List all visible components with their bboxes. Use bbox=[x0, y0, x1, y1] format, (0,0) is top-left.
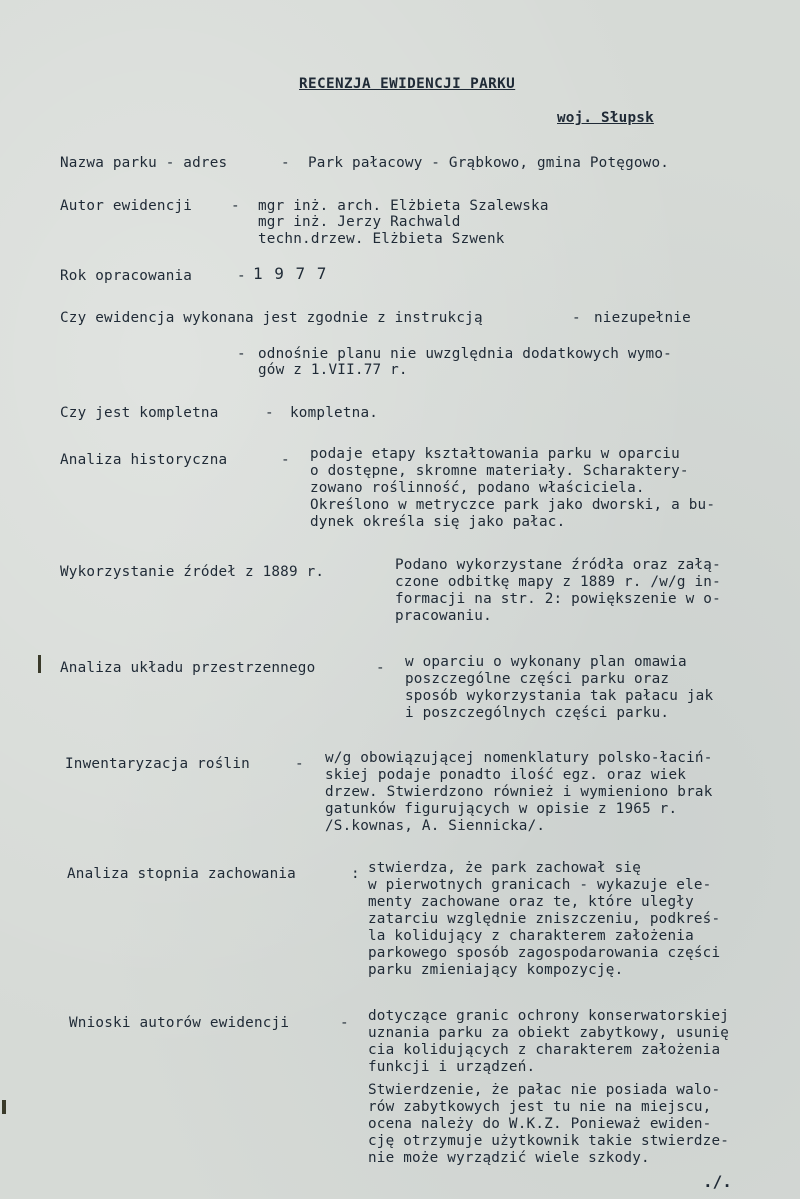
voivodeship: woj. Słupsk bbox=[557, 110, 654, 126]
preservation-line: zatarciu względnie zniszczeniu, podkreś- bbox=[368, 911, 721, 927]
spatial-line: w oparciu o wykonany plan omawia bbox=[405, 654, 687, 670]
field-sep: - bbox=[281, 452, 290, 468]
conclusions-line: nie może wyrządzić wiele szkody. bbox=[368, 1150, 650, 1166]
sources-line: Podano wykorzystane źródła oraz załą- bbox=[395, 557, 721, 573]
conclusions-line: dotyczące granic ochrony konserwatorskiej bbox=[368, 1008, 730, 1024]
conclusions-line: uznania parku za obiekt zabytkowy, usunię bbox=[368, 1025, 730, 1041]
sources-line: czone odbitkę mapy z 1889 r. /w/g in- bbox=[395, 574, 721, 590]
history-line: dynek określa się jako pałac. bbox=[310, 514, 566, 530]
field-label-history: Analiza historyczna bbox=[60, 452, 228, 468]
history-line: o dostępne, skromne materiały. Scharaktery- bbox=[310, 463, 689, 479]
field-label-author: Autor ewidencji bbox=[60, 198, 193, 214]
margin-tick bbox=[38, 655, 41, 673]
field-sep: - bbox=[295, 756, 304, 772]
field-label-compliance: Czy ewidencja wykonana jest zgodnie z instrukcją bbox=[60, 310, 483, 326]
field-label-park-name: Nazwa parku - adres bbox=[60, 155, 228, 171]
history-line: podaje etapy kształtowania parku w oparciu bbox=[310, 446, 680, 462]
author-line: mgr inż. Jerzy Rachwald bbox=[258, 214, 461, 230]
field-sep: - bbox=[572, 310, 581, 326]
preservation-line: la kolidujący z charakterem założenia bbox=[368, 928, 694, 944]
conclusions-line: cję otrzymuje użytkownik takie stwierdze- bbox=[368, 1133, 730, 1149]
spatial-line: i poszczególnych części parku. bbox=[405, 705, 670, 721]
note-line: odnośnie planu nie uwzględnia dodatkowych wymo- bbox=[258, 346, 672, 362]
sources-line: pracowaniu. bbox=[395, 608, 492, 624]
field-label-year: Rok opracowania bbox=[60, 268, 193, 284]
history-line: zowano roślinność, podano właściciela. bbox=[310, 480, 645, 496]
preservation-line: w pierwotnych granicach - wykazuje ele- bbox=[368, 877, 712, 893]
field-sep: - bbox=[376, 660, 385, 676]
note-line: gów z 1.VII.77 r. bbox=[258, 362, 408, 378]
preservation-line: parku zmieniający kompozycję. bbox=[368, 962, 624, 978]
field-value-year: 1 9 7 7 bbox=[253, 264, 328, 283]
field-value-park-name: Park pałacowy - Grąbkowo, gmina Potęgowo. bbox=[308, 155, 670, 171]
field-sep: - bbox=[281, 155, 290, 171]
field-sep: - bbox=[265, 405, 274, 421]
margin-tick bbox=[2, 1100, 6, 1114]
sources-line: formacji na str. 2: powiększenie w o- bbox=[395, 591, 721, 607]
author-line: mgr inż. arch. Elżbieta Szalewska bbox=[258, 198, 549, 214]
spatial-line: poszczególne części parku oraz bbox=[405, 671, 670, 687]
author-line: techn.drzew. Elżbieta Szwenk bbox=[258, 231, 505, 247]
field-sep: - bbox=[231, 198, 240, 214]
field-value-complete: kompletna. bbox=[290, 405, 379, 421]
continuation-mark: ./. bbox=[703, 1172, 732, 1191]
conclusions-line: Stwierdzenie, że pałac nie posiada walo- bbox=[368, 1082, 721, 1098]
preservation-line: parkowego sposób zagospodarowania części bbox=[368, 945, 721, 961]
plants-line: drzew. Stwierdzono również i wymieniono brak bbox=[325, 784, 713, 800]
conclusions-line: funkcji i urządzeń. bbox=[368, 1059, 536, 1075]
plants-line: /S.kownas, A. Siennicka/. bbox=[325, 818, 546, 834]
preservation-line: stwierdza, że park zachował się bbox=[368, 860, 642, 876]
spatial-line: sposób wykorzystania tak pałacu jak bbox=[405, 688, 714, 704]
plants-line: gatunków figurujących w opisie z 1965 r. bbox=[325, 801, 678, 817]
document-title: RECENZJA EWIDENCJI PARKU bbox=[299, 76, 516, 92]
field-sep: - bbox=[237, 346, 246, 362]
field-sep: - bbox=[237, 268, 246, 284]
plants-line: w/g obowiązującej nomenklatury polsko-łaciń- bbox=[325, 750, 713, 766]
field-sep: - bbox=[340, 1015, 349, 1031]
preservation-line: menty zachowane oraz te, które uległy bbox=[368, 894, 694, 910]
field-label-conclusions: Wnioski autorów ewidencji bbox=[69, 1015, 290, 1031]
field-label-spatial: Analiza układu przestrzennego bbox=[60, 660, 316, 676]
conclusions-line: cia kolidujących z charakterem założenia bbox=[368, 1042, 721, 1058]
field-label-preservation: Analiza stopnia zachowania bbox=[67, 866, 296, 882]
field-label-complete: Czy jest kompletna bbox=[60, 405, 219, 421]
plants-line: skiej podaje ponadto ilość egz. oraz wiek bbox=[325, 767, 687, 783]
field-label-plants: Inwentaryzacja roślin bbox=[65, 756, 250, 772]
history-line: Określono w metryczce park jako dworski, a bu- bbox=[310, 497, 716, 513]
field-value-compliance: niezupełnie bbox=[594, 310, 691, 326]
conclusions-line: ocena należy do W.K.Z. Ponieważ ewiden- bbox=[368, 1116, 712, 1132]
field-sep: : bbox=[351, 866, 360, 882]
field-label-sources: Wykorzystanie źródeł z 1889 r. bbox=[60, 564, 325, 580]
conclusions-line: rów zabytkowych jest tu nie na miejscu, bbox=[368, 1099, 712, 1115]
